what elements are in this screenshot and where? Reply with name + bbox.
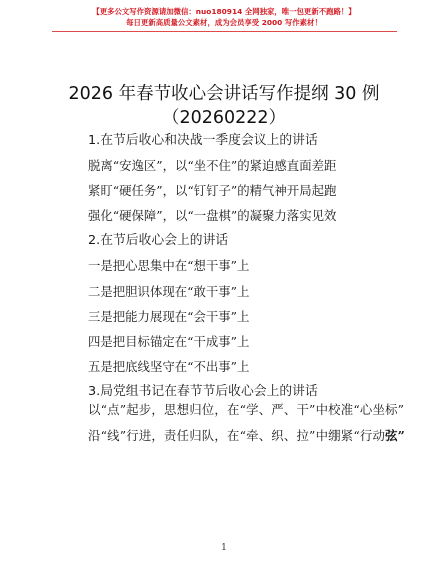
outline-item: 一是把心思集中在“想干事”上 — [88, 258, 250, 274]
document-title — [0, 82, 448, 130]
paragraph — [88, 399, 418, 421]
section-heading: 3.局党组书记在春节节后收心会上的讲话 — [88, 383, 318, 399]
outline-item: 二是把胆识体现在“敢干事”上 — [88, 283, 250, 299]
promo-line-1: 【更多公文写作资源请加微信：nuo180914 全网独家，唯一包更新不跑路！】 — [92, 7, 356, 16]
outline-item: 四是把目标锚定在“干成事”上 — [88, 333, 250, 349]
paragraph-bold-tail: 弦” — [385, 428, 405, 443]
section-3-paragraphs — [88, 399, 418, 450]
outline-item: 三是把能力展现在“会干事”上 — [88, 308, 250, 324]
outline-item: 紧盯“硬任务”，以“钉钉子”的精气神开局起跑 — [88, 183, 337, 199]
outline-item: 脱离“安逸区”，以“坐不住”的紧迫感直面差距 — [88, 158, 337, 174]
page-number: 1 — [221, 543, 227, 553]
outline-item: 强化“硬保障”，以“一盘棋”的凝聚力落实见效 — [88, 208, 337, 224]
section-heading: 2.在节后收心会上的讲话 — [88, 233, 229, 249]
banner-divider — [52, 31, 397, 32]
outline-item: 五是把底线坚守在“不出事”上 — [88, 358, 250, 374]
title-main: 2026 年春节收心会讲话写作提纲 30 例 — [68, 84, 380, 104]
promo-banner — [0, 6, 448, 32]
paragraph-text: 以“点”起步，思想归位，在“学、严、干”中校准“心坐标” — [88, 402, 405, 417]
section-heading: 1.在节后收心和决战一季度会议上的讲话 — [88, 133, 318, 148]
promo-line-2: 每日更新高质量公文素材，成为会员享受 2000 写作素材！ — [126, 18, 322, 27]
title-date: （20260222） — [161, 108, 287, 128]
document-body — [88, 130, 413, 406]
paragraph — [88, 425, 418, 447]
paragraph-text: 沿“线”行进，责任归队，在“牵、织、拉”中绷紧“行动 — [88, 428, 386, 443]
